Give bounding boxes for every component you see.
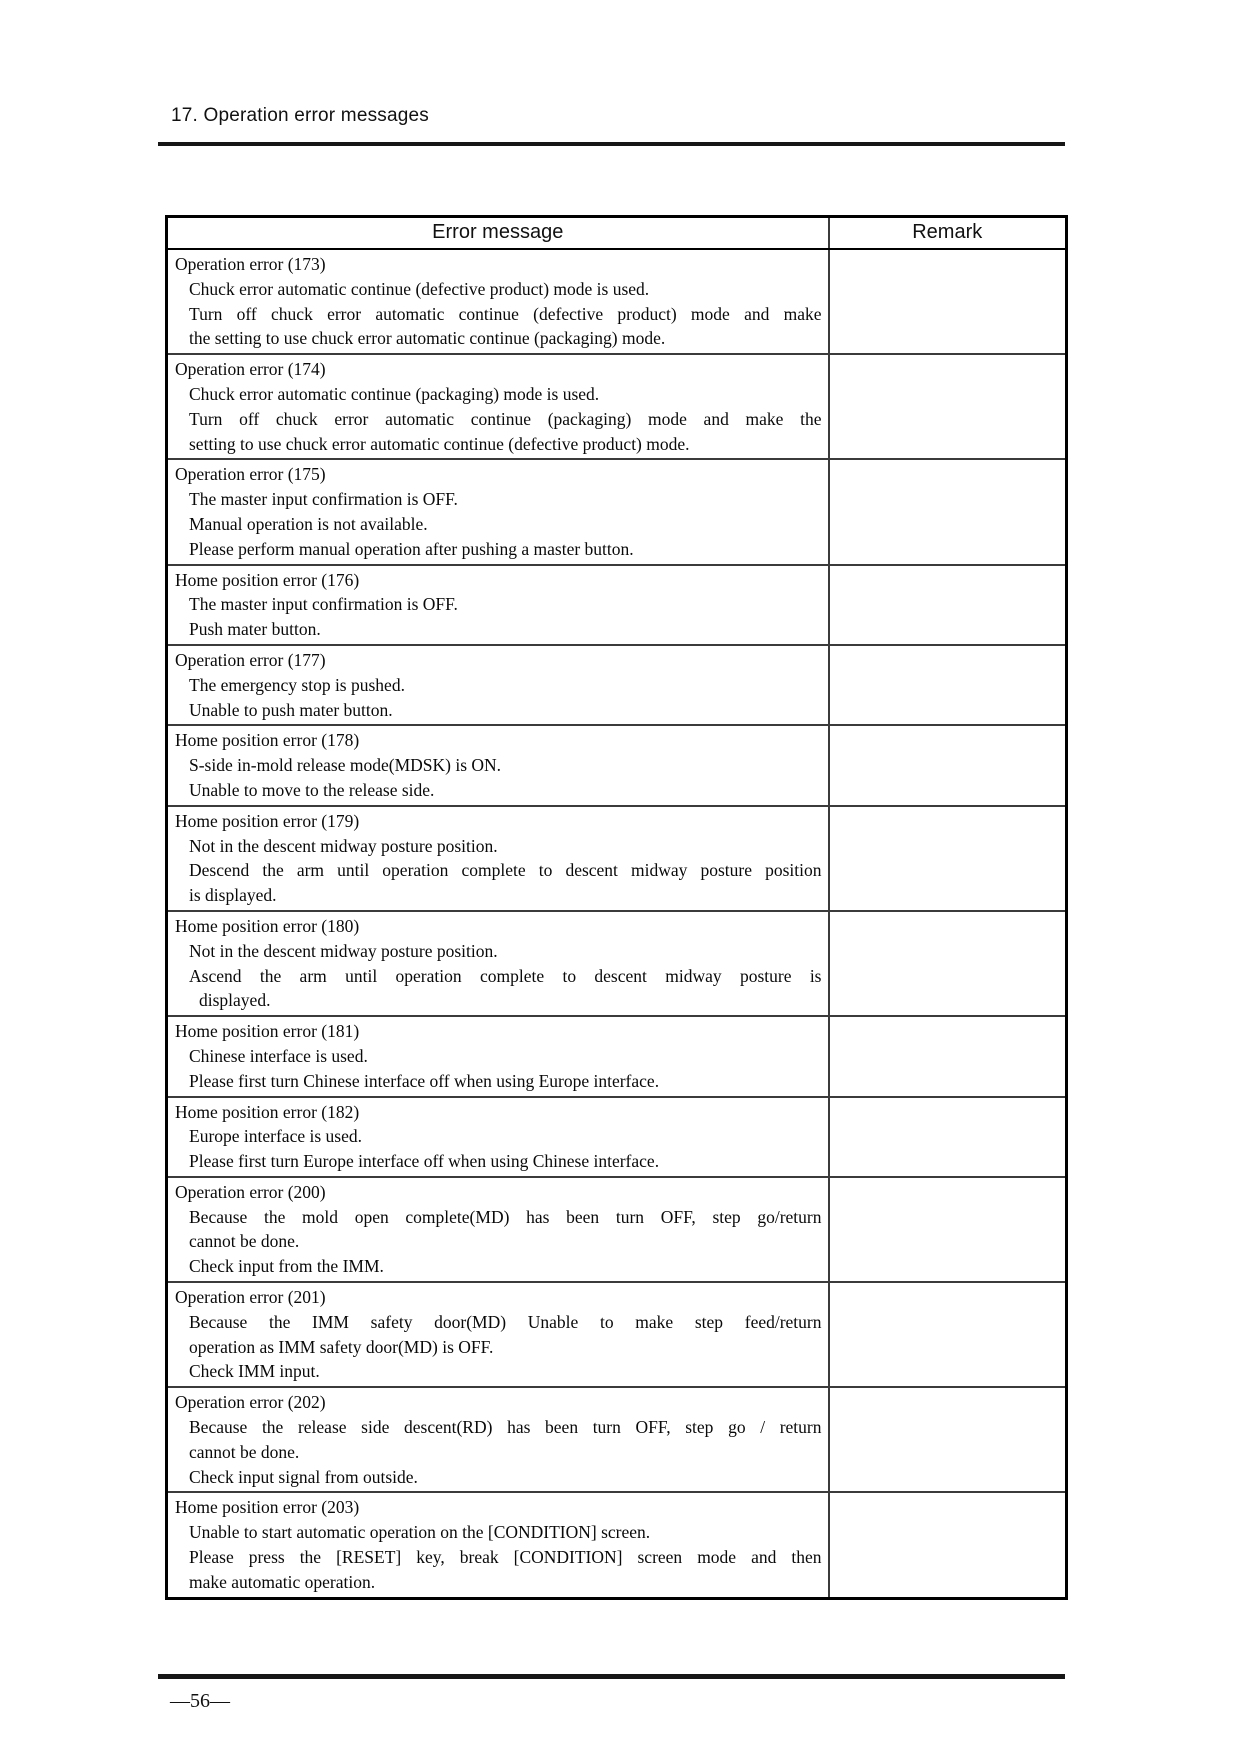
error-message-cell [167,1387,829,1492]
table-row [167,911,1067,1016]
error-line: Please first turn Chinese interface off when using Europe interface. [189,1070,660,1091]
table-row [167,1097,1067,1177]
table-row [167,725,1067,805]
table-row [167,249,1067,354]
error-message-cell [167,459,829,564]
column-header-remark: Remark [829,217,1067,250]
error-line: Not in the descent midway posture position. [189,940,498,961]
error-message-cell [167,645,829,725]
error-title: Home position error (176) [175,569,360,590]
error-line: make automatic operation. [189,1571,376,1592]
error-title: Operation error (202) [175,1392,326,1413]
error-line: operation as IMM safety door(MD) is OFF. [189,1336,494,1357]
table-row [167,1492,1067,1598]
error-line: Because the mold open complete(MD) has been turn OFF, step go/return [189,1206,822,1227]
remark-cell [829,911,1067,1016]
remark-cell [829,1282,1067,1387]
error-line: Turn off chuck error automatic continue (defective product) mode and make [189,303,822,324]
error-line: displayed. [199,990,271,1011]
error-title: Home position error (178) [175,730,360,751]
remark-cell [829,806,1067,911]
error-line: Europe interface is used. [189,1126,362,1147]
error-line: Please press the [RESET] key, break [CONDITION] screen mode and then [189,1547,822,1568]
section-title: 17. Operation error messages [171,105,429,126]
error-title: Operation error (174) [175,359,326,380]
error-line: Push mater button. [189,619,321,640]
header-rule [158,142,1065,146]
error-line: Unable to push mater button. [189,699,393,720]
error-title: Home position error (181) [175,1021,360,1042]
error-line: Descend the arm until operation complete to descent midway posture position [189,860,822,881]
table-row [167,1387,1067,1492]
error-message-cell [167,1177,829,1282]
error-line: The master input confirmation is OFF. [189,594,458,615]
error-line: the setting to use chuck error automatic continue (packaging) mode. [189,328,666,349]
error-message-cell [167,725,829,805]
error-line: is displayed. [189,885,277,906]
error-line: Because the release side descent(RD) has been turn OFF, step go / return [189,1417,822,1438]
remark-cell [829,1177,1067,1282]
error-title: Operation error (175) [175,464,326,485]
error-message-cell [167,354,829,459]
table-header-row [167,217,1067,250]
error-title: Home position error (203) [175,1497,360,1518]
error-line: Check IMM input. [189,1361,320,1382]
error-line: Chuck error automatic continue (packaging) mode is used. [189,383,600,404]
remark-cell [829,1097,1067,1177]
table-row [167,565,1067,645]
table-row [167,354,1067,459]
error-line: Because the IMM safety door(MD) Unable to make step feed/return [189,1311,822,1332]
error-line: Chuck error automatic continue (defective product) mode is used. [189,278,650,299]
error-title: Home position error (182) [175,1101,360,1122]
error-line: Ascend the arm until operation complete to descent midway posture is [189,965,822,986]
error-message-cell [167,1492,829,1598]
error-line: setting to use chuck error automatic continue (defective product) mode. [189,433,690,454]
error-line: Check input from the IMM. [189,1256,384,1277]
error-line: Not in the descent midway posture position. [189,835,498,856]
footer-rule [158,1674,1065,1679]
error-message-cell [167,911,829,1016]
page-number: —56— [170,1690,230,1712]
error-message-cell [167,249,829,354]
error-line: cannot be done. [189,1231,300,1252]
remark-cell [829,565,1067,645]
remark-cell [829,725,1067,805]
table-row [167,806,1067,911]
error-line: Turn off chuck error automatic continue (packaging) mode and make the [189,408,822,429]
error-message-cell [167,1282,829,1387]
remark-cell [829,249,1067,354]
remark-cell [829,354,1067,459]
error-line: Check input signal from outside. [189,1466,418,1487]
column-header-error-message: Error message [167,217,829,250]
error-title: Operation error (173) [175,254,326,274]
table-row [167,645,1067,725]
error-title: Operation error (201) [175,1287,326,1308]
error-message-cell [167,806,829,911]
error-line: Chinese interface is used. [189,1045,368,1066]
remark-cell [829,1016,1067,1096]
error-line: The master input confirmation is OFF. [189,489,458,510]
error-message-cell [167,1097,829,1177]
remark-cell [829,459,1067,564]
error-message-table [165,215,1068,1600]
error-line: S-side in-mold release mode(MDSK) is ON. [189,755,502,776]
error-line: Unable to move to the release side. [189,779,435,800]
error-line: The emergency stop is pushed. [189,674,405,695]
error-line: Unable to start automatic operation on the [CONDITION] screen. [189,1522,651,1543]
error-message-cell [167,565,829,645]
error-line: Please first turn Europe interface off when using Chinese interface. [189,1151,660,1172]
error-line: cannot be done. [189,1441,300,1462]
error-line: Manual operation is not available. [189,513,428,534]
remark-cell [829,1492,1067,1598]
error-title: Home position error (180) [175,915,360,936]
error-title: Operation error (177) [175,649,326,670]
error-title: Operation error (200) [175,1181,326,1202]
error-message-cell [167,1016,829,1096]
table-row [167,1016,1067,1096]
error-title: Home position error (179) [175,810,360,831]
error-line: Please perform manual operation after pushing a master button. [189,538,634,559]
table-row [167,459,1067,564]
remark-cell [829,1387,1067,1492]
remark-cell [829,645,1067,725]
table-row [167,1282,1067,1387]
table-row [167,1177,1067,1282]
